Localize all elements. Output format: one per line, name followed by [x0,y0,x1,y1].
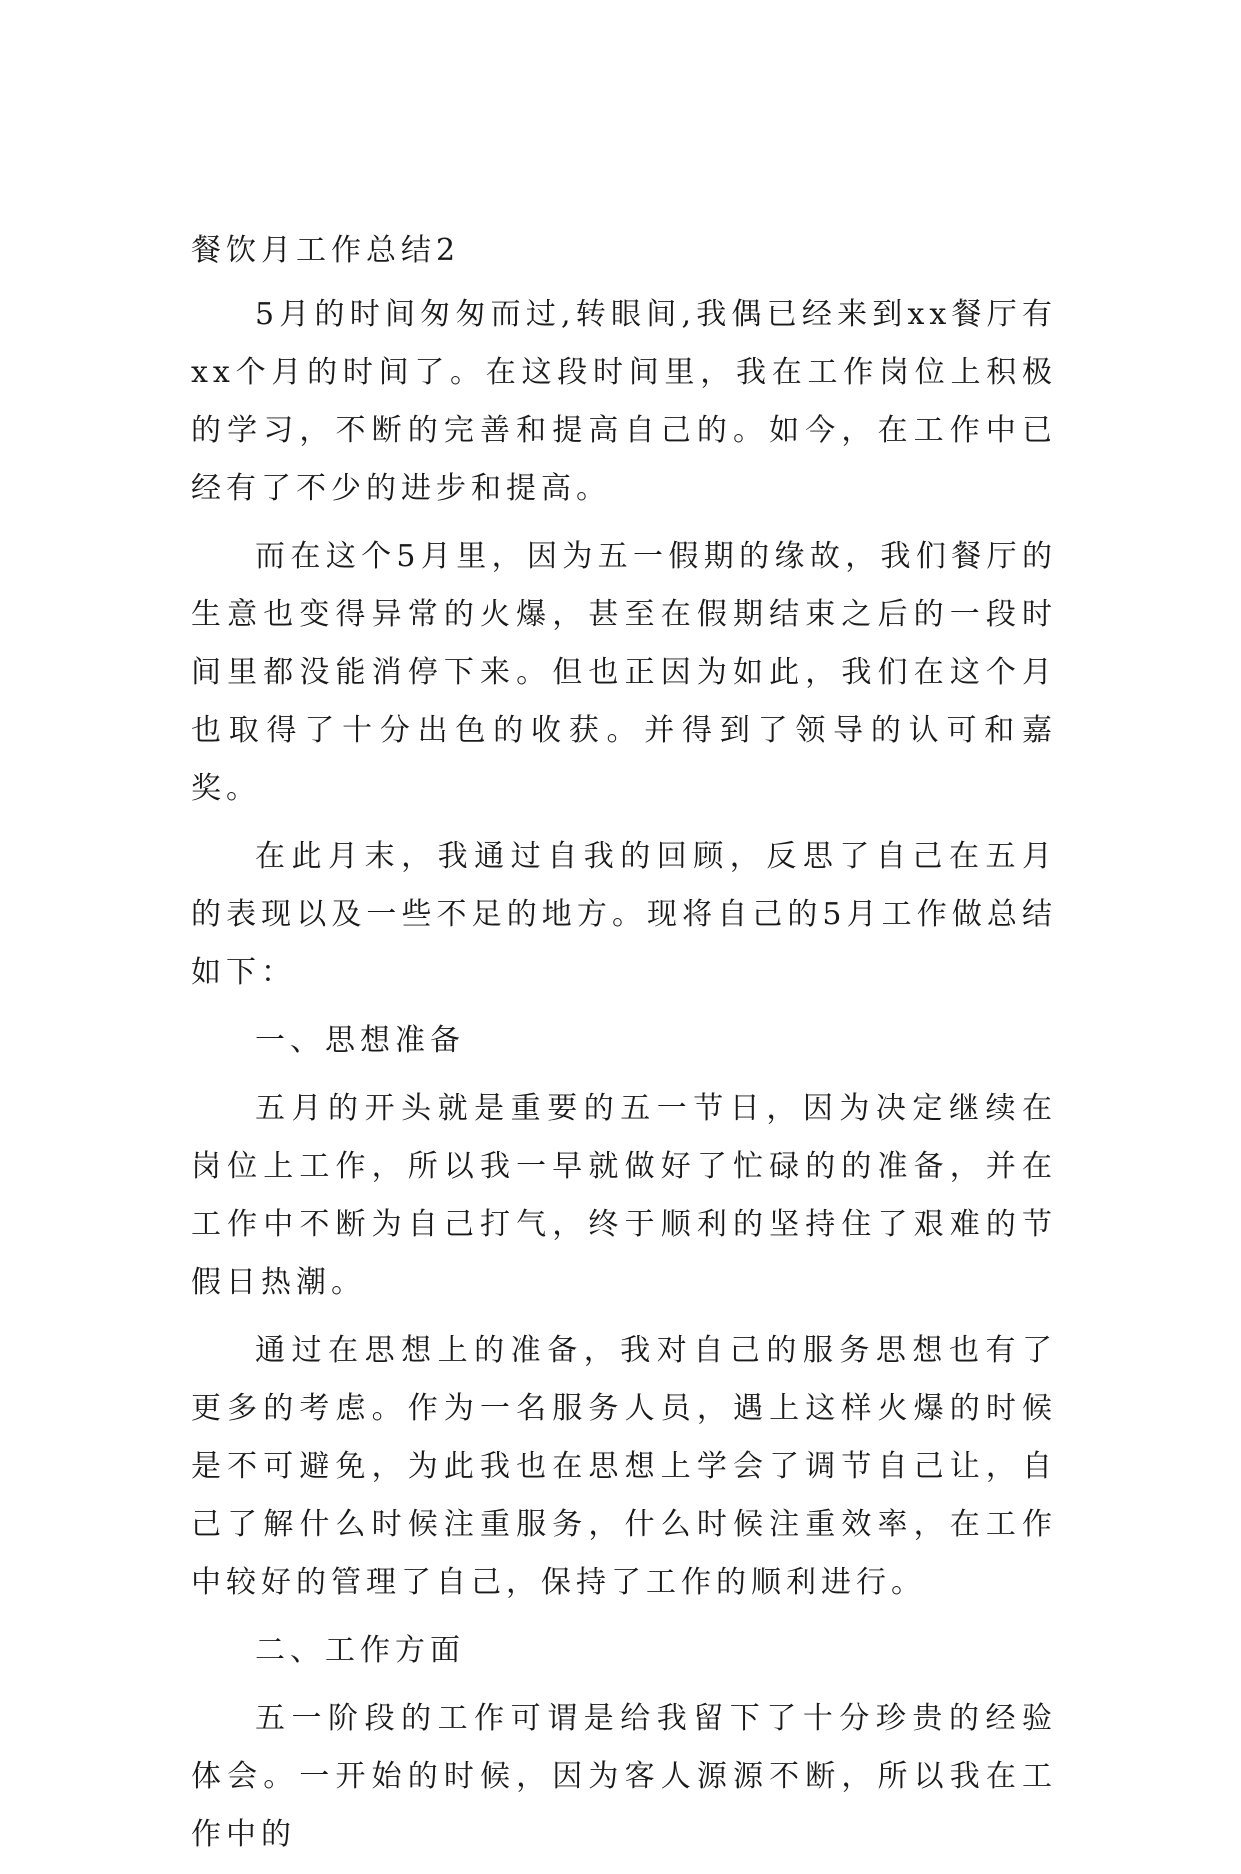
paragraph-may-business: 而在这个5月里，因为五一假期的缘故，我们餐厅的生意也变得异常的火爆，甚至在假期结束之后的一段时间里都没能消停下来。但也正因为如此，我们在这个月也取得了十分出色的收获。并得到了领导的认可和嘉奖。 [191,539,1057,806]
paragraph-work-experience: 五一阶段的工作可谓是给我留下了十分珍贵的经验体会。一开始的时候，因为客人源源不断，所以我在工作中的 [191,1701,1057,1852]
paragraph-month-end-review: 在此月末，我通过自我的回顾，反思了自己在五月的表现以及一些不足的地方。现将自己的5月工作做总结如下： [191,839,1057,990]
paragraph-holiday-preparation: 五月的开头就是重要的五一节日，因为决定继续在岗位上工作，所以我一早就做好了忙碌的的准备，并在工作中不断为自己打气，终于顺利的坚持住了艰难的节假日热潮。 [191,1091,1057,1300]
document-body [191,222,1057,1874]
paragraph-intro: 5月的时间匆匆而过,转眼间,我偶已经来到xx餐厅有xx个月的时间了。在这段时间里，我在工作岗位上积极的学习，不断的完善和提高自己的。如今，在工作中已经有了不少的进步和提高。 [191,297,1057,506]
paragraph-service-mindset: 通过在思想上的准备，我对自己的服务思想也有了更多的考虑。作为一名服务人员，遇上这样火爆的时候是不可避免，为此我也在思想上学会了调节自己让，自己了解什么时候注重服务，什么时候注重效率，在工作中较好的管理了自己，保持了工作的顺利进行。 [191,1333,1057,1600]
section-heading-work: 二、工作方面 [255,1633,465,1668]
section-heading-mindset: 一、思想准备 [255,1023,465,1058]
document-title: 餐饮月工作总结2 [191,233,461,268]
